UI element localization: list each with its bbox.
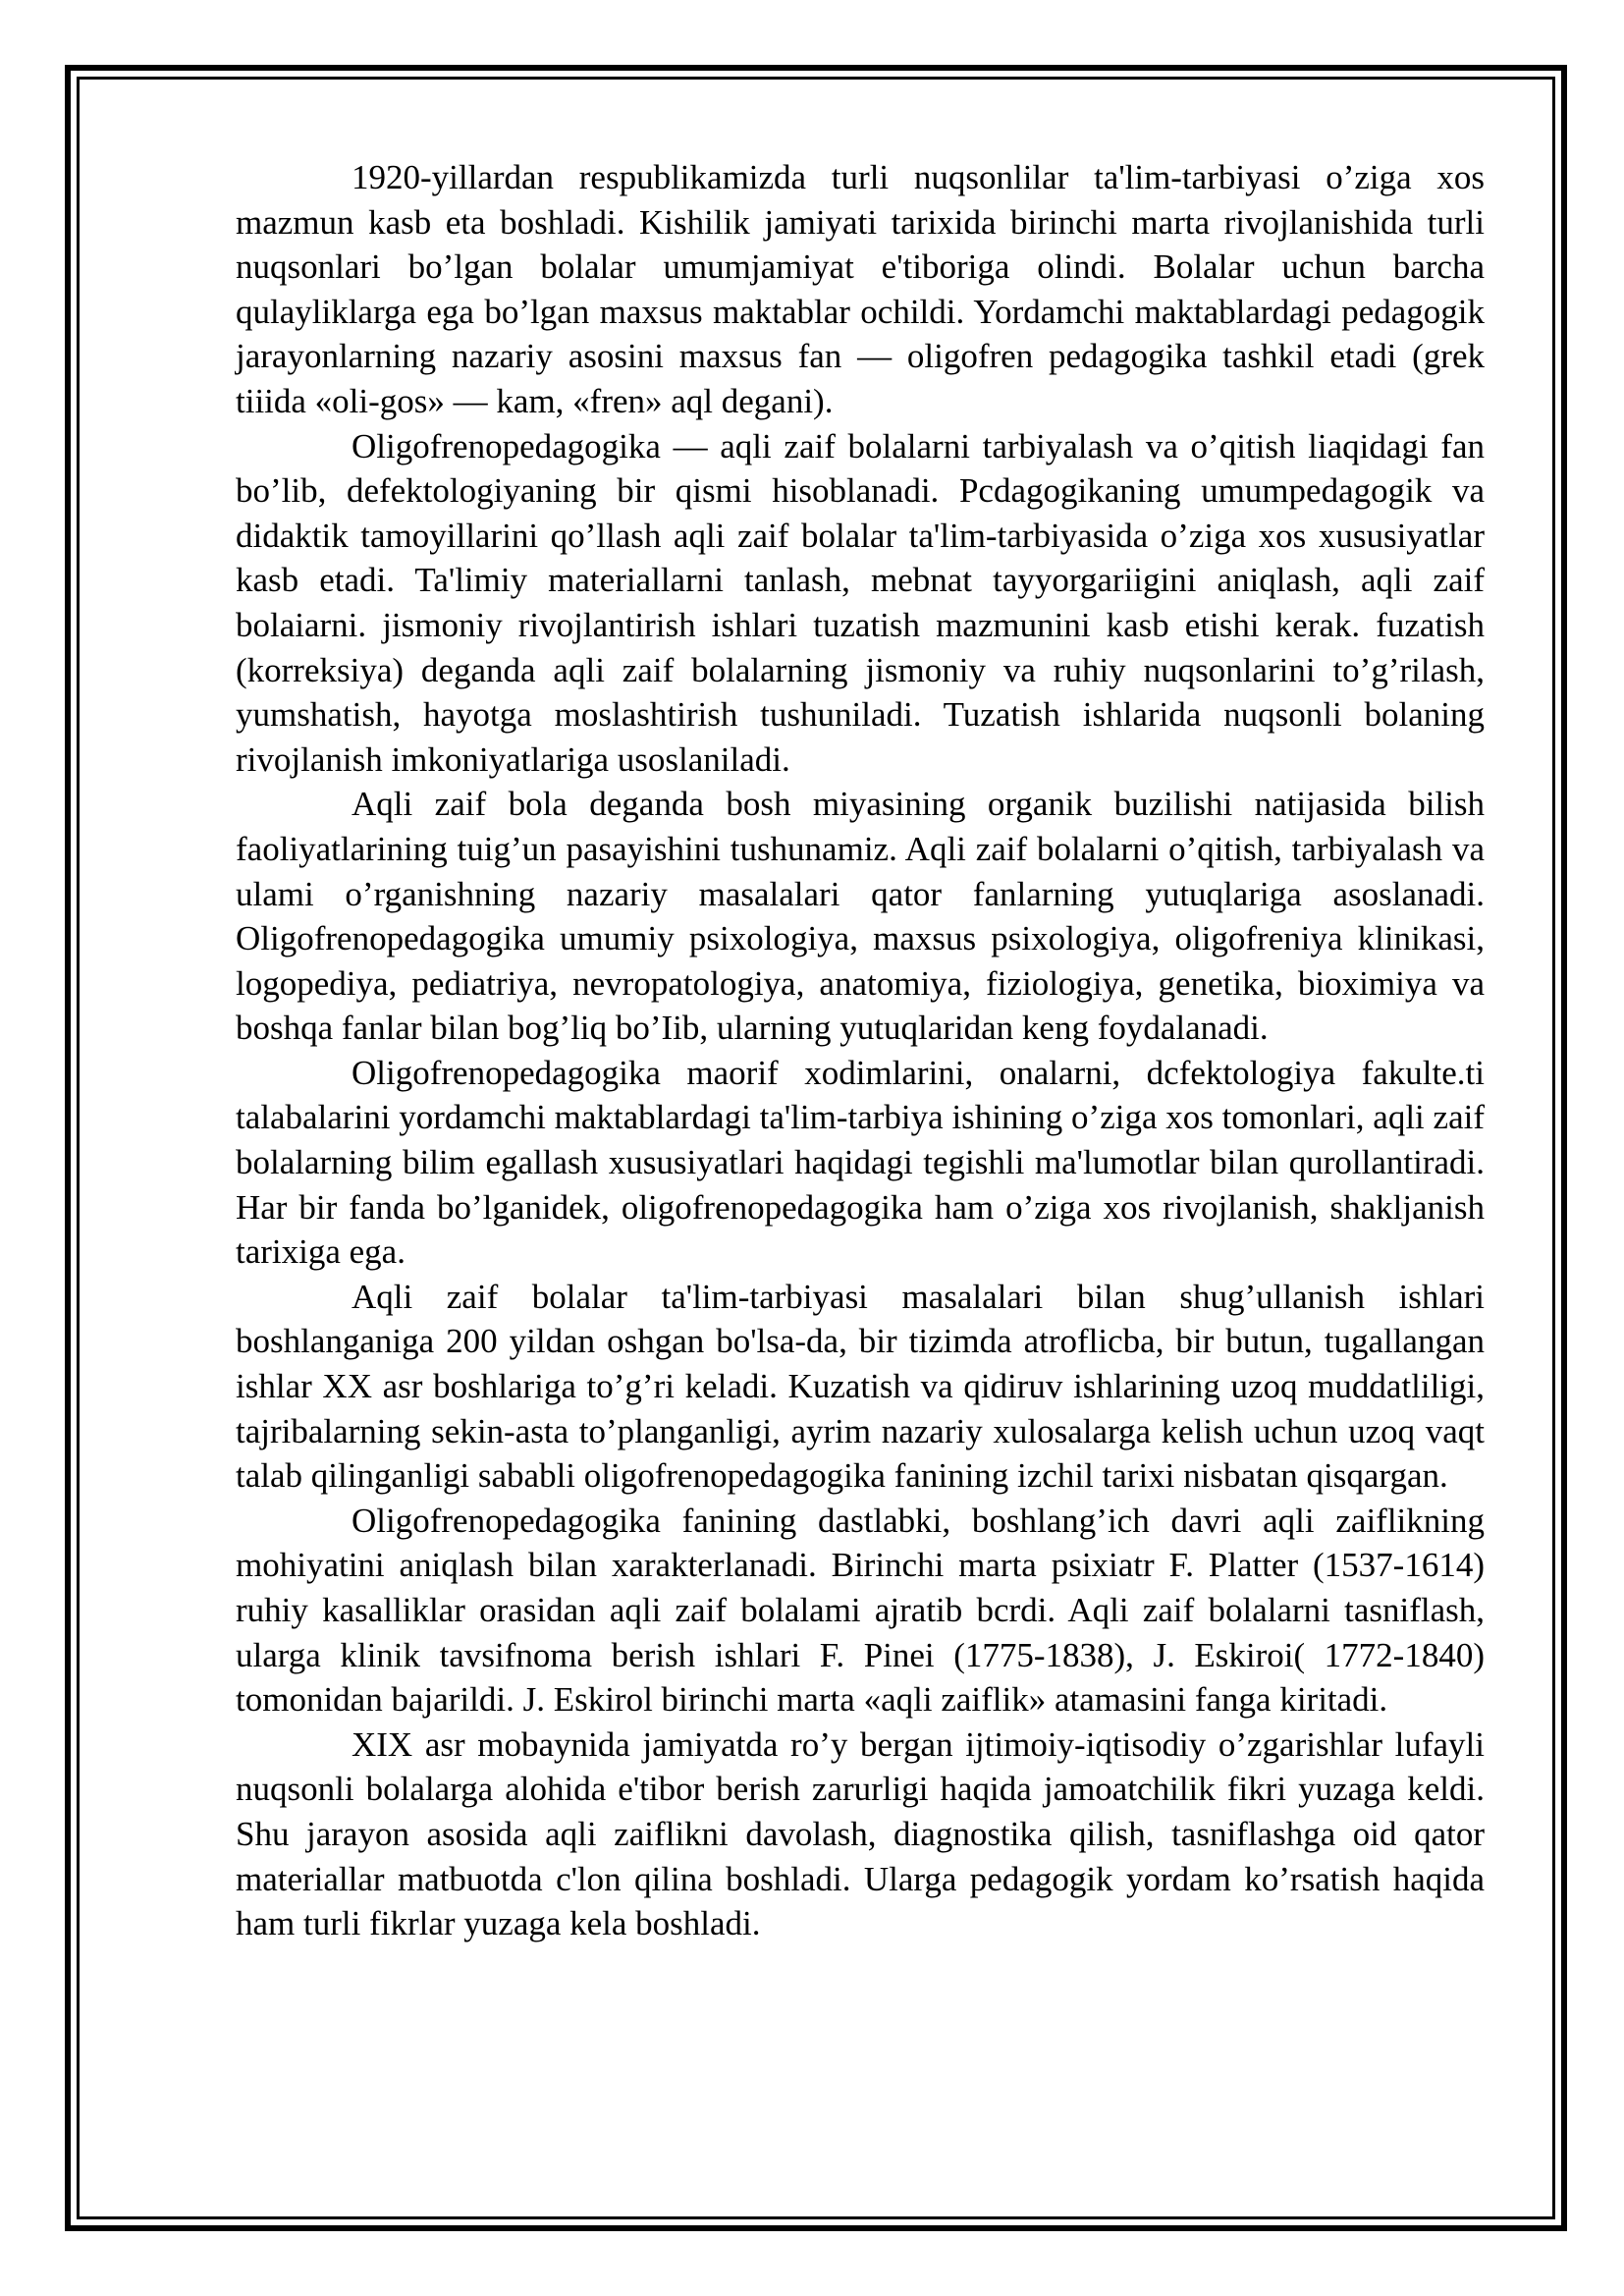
paragraph-7: XIX asr mobaynida jamiyatda ro’y bergan ijtimoiy-iqtisodiy o’zgarishlar lufayli nuqsonli bolalarga alohida e'tibor berish zarurligi haqida jamoatchilik fikri yuzaga keldi. Shu jarayon asosida aqli zaiflikni davolash, diagnostika qilish, tasniflashga oid qator materiallar matbuotda c'lon qilina boshladi. Ularga pedagogik yordam ko’rsatish haqida ham turli fikrlar yuzaga kela boshladi.	[236, 1724, 1485, 1943]
paragraph-6: Oligofrenopedagogika fanining dastlabki, boshlang’ich davri aqli zaiflikning mohiyatini aniqlash bilan xarakterlanadi. Birinchi marta psixiatr F. Platter (1537-1614) ruhiy kasalliklar orasidan aqli zaif bolalami ajratib bcrdi. Aqli zaif bolalarni tasniflash, ularga klinik tavsifnoma berish ishlari F. Pinei (1775-1838), J. Eskiroi( 1772-1840) tomonidan bajarildi. J. Eskirol birinchi marta «aqli zaiflik» atamasini fanga kiritadi.	[236, 1501, 1485, 1720]
paragraph-3: Aqli zaif bola deganda bosh miyasining organik buzilishi natijasida bilish faoliyatlarining tuig’un pasayishini tushunamiz. Aqli zaif bolalarni o’qitish, tarbiyalash va ulami o’rganishning nazariy masalalari qator fanlarning yutuqlariga asoslanadi. Oligofrenopedagogika umumiy psixologiya, maxsus psixologiya, oligofreniya klinikasi, logopediya, pediatriya, nevropatologiya, anatomiya, fiziologiya, genetika, bioximiya va boshqa fanlar bilan bog’liq bo’Iib, ularning yutuqlaridan keng foydalanadi.	[236, 785, 1485, 1048]
paragraph-2: Oligofrenopedagogika — aqli zaif bolalarni tarbiyalash va o’qitish liaqidagi fan bo’lib, defektologiyaning bir qismi hisoblanadi. Pcdagogikaning umumpedagogik va didaktik tamoyillarini qo’llash aqli zaif bolalar ta'lim-tarbiyasida o’ziga xos xususiyatlar kasb etadi. Ta'limiy materiallarni tanlash, mebnat tayyorgariigini aniqlash, aqli zaif bolaiarni. jismoniy rivojlantirish ishlari tuzatish mazmunini kasb etishi kerak. fuzatish (korreksiya) deganda aqli zaif bolalarning jismoniy va ruhiy nuqsonlarini to’g’rilash, yumshatish, hayotga moslashtirish tushuniladi. Tuzatish ishlarida nuqsonli bolaning rivojlanish imkoniyatlariga usoslaniladi.	[236, 426, 1485, 779]
paragraph-4: Oligofrenopedagogika maorif xodimlarini, onalarni, dcfektologiya fakulte.ti talabalarini yordamchi maktablardagi ta'lim-tarbiya ishining o’ziga xos tomonlari, aqli zaif bolalarning bilim egallash xususiyatlari haqidagi tegishli ma'lumotlar bilan qurollantiradi. Har bir fanda bo’lganidek, oligofrenopedagogika ham o’ziga xos rivojlanish, shakljanish tarixiga ega.	[236, 1053, 1485, 1272]
document-body	[236, 155, 1485, 1946]
paragraph-5: Aqli zaif bolalar ta'lim-tarbiyasi masalalari bilan shug’ullanish ishlari boshlanganiga 200 yildan oshgan bo'lsa-da, bir tizimda atroflicba, bir butun, tugallangan ishlar XX asr boshlariga to’g’ri keladi. Kuzatish va qidiruv ishlarining uzoq muddatliligi, tajribalarning sekin-asta to’planganligi, ayrim nazariy xulosalarga kelish uchun uzoq vaqt talab qilinganligi sababli oligofrenopedagogika fanining izchil tarixi nisbatan qisqargan.	[236, 1277, 1485, 1496]
paragraph-1: 1920-yillardan respublikamizda turli nuqsonlilar ta'lim-tarbiyasi o’ziga xos mazmun kasb eta boshladi. Kishilik jamiyati tarixida birinchi marta rivojlanishida turli nuqsonlari bo’lgan bolalar umumjamiyat e'tiboriga olindi. Bolalar uchun barcha qulayliklarga ega bo’lgan maxsus maktablar ochildi. Yordamchi maktablardagi pedagogik jarayonlarning nazariy asosini maxsus fan — oligofren pedagogika tashkil etadi (grek tiiida «oli-gos» — kam, «fren» aql degani).	[236, 158, 1485, 420]
